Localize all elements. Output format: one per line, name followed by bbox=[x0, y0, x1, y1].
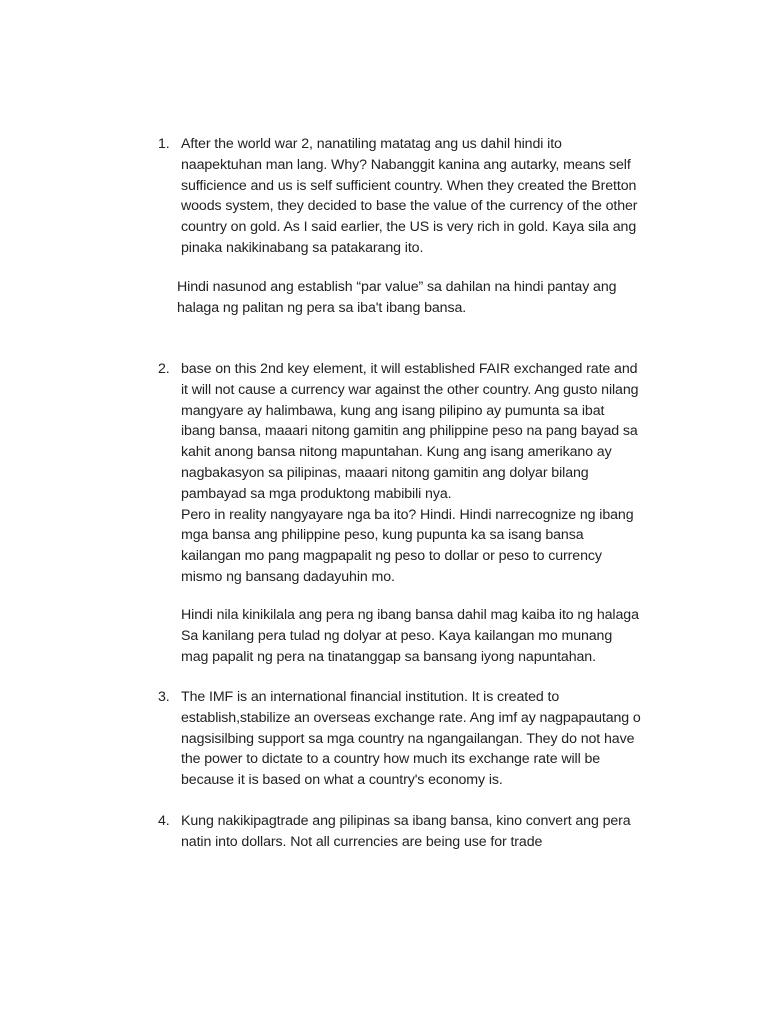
list-item-number: 1. bbox=[158, 136, 170, 152]
list-item-3 bbox=[158, 687, 718, 791]
par-value-paragraph: Hindi nasunod ang establish “par value” sa dahilan na hindi pantay ang halaga ng palitan ng pera sa iba't ibang bansa. bbox=[177, 279, 617, 316]
list-item-text: Kung nakikipagtrade ang pilipinas sa ibang bansa, kino convert ang pera natin into dollars. Not all currencies are being use for trade bbox=[181, 813, 631, 850]
list-item-number: 4. bbox=[158, 813, 170, 829]
list-item-number: 2. bbox=[158, 361, 170, 377]
list-item-4 bbox=[158, 811, 718, 853]
list-item-number: 3. bbox=[158, 689, 170, 705]
list-item-1 bbox=[158, 134, 718, 259]
list-item-text: After the world war 2, nanatiling matatag ang us dahil hindi ito naapektuhan man lang. Why? Nabanggit kanina ang autarky, means self sufficience and us is self sufficient country. When they created the Bretton woods system, they decided to base the value of the currency of the other country on gold. As I said earlier, the US is very rich in gold. Kaya sila ang pinaka nakikinabang sa patakarang ito. bbox=[181, 136, 638, 256]
list-item-text: The IMF is an international financial institution. It is created to establish,stabilize an overseas exchange rate. Ang imf ay nagpapautang o nagsisilbing support sa mga country na ngangailangan. They do not have the power to dictate to a country how much its exchange rate will be because it is based on what a country's economy is. bbox=[181, 689, 641, 789]
list-item-2 bbox=[158, 359, 718, 588]
recognition-paragraph: Hindi nila kinikilala ang pera ng ibang bansa dahil mag kaiba ito ng halaga Sa kanilang pera tulad ng dolyar at peso. Kaya kailangan mo munang mag papalit ng pera na tinatanggap sa bansang iyong napuntahan. bbox=[181, 607, 639, 665]
list-item-text: base on this 2nd key element, it will established FAIR exchanged rate and it will not cause a currency war against the other country. Ang gusto nilang mangyare ay halimbawa, kung ang isang pilipino ay pumunta sa ibat ibang bansa, maaari nitong gamitin ang philippine peso na pang bayad sa kahit anong bansa nitong mapuntahan. Kung ang isang amerikano ay nagbakasyon sa pilipinas, maaari nitong gamitin ang dolyar bilang pambayad sa mga produktong mabibili nya. Pero in reality nangyayare nga ba ito? Hindi. Hindi narrecognize ng ibang mga bansa ang philippine peso, kung pupunta ka sa isang bansa kailangan mo pang magpapalit ng peso to dollar or peso to currency mismo ng bansang dadayuhin mo. bbox=[181, 361, 639, 585]
